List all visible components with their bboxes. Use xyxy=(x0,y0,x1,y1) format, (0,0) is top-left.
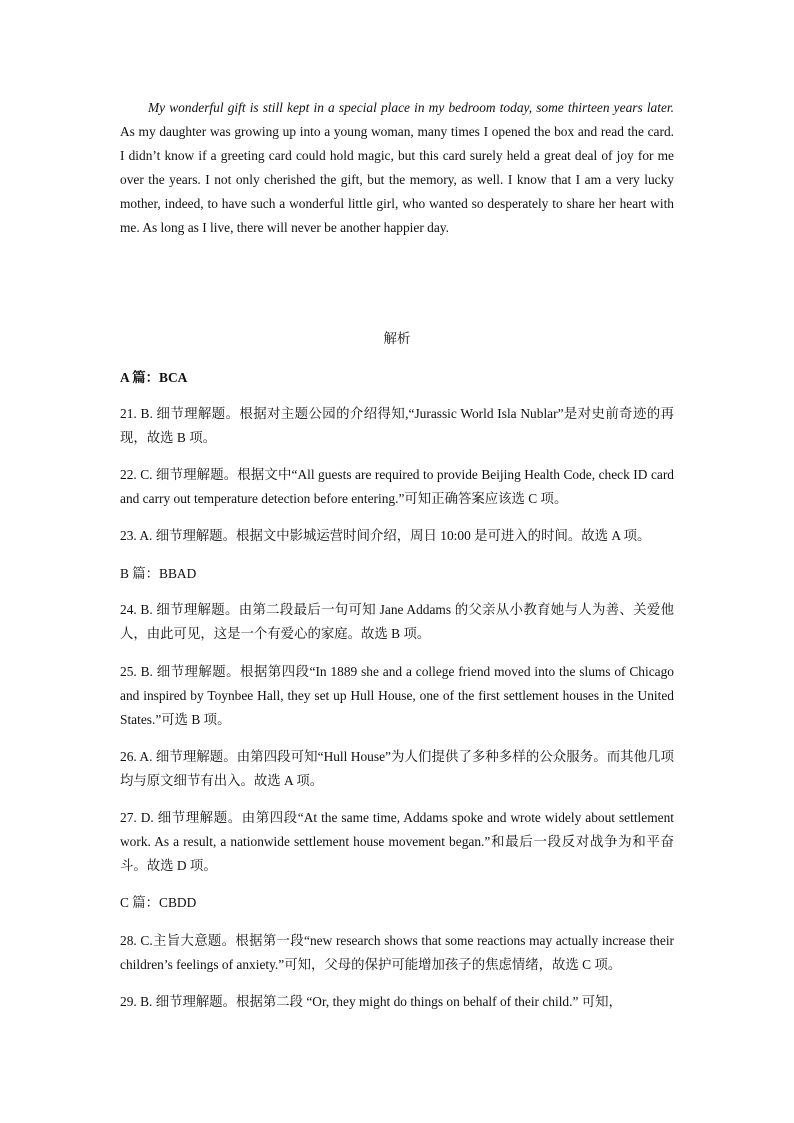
answer-26: 26. A. 细节理解题。由第四段可知“Hull House”为人们提供了多种多样的公众服务。而其他几项均与原文细节有出入。故选 A 项。 xyxy=(120,749,674,788)
section-a-answers: A 篇：BCA xyxy=(120,370,188,385)
intro-italic-sentence: My wonderful gift is still kept in a special place in my bedroom today, some thirteen years later. xyxy=(148,100,674,115)
answer-22: 22. C. 细节理解题。根据文中“All guests are required to provide Beijing Health Code, check ID card and carry out temperature detection before entering.”可知正确答案应该选 C 项。 xyxy=(120,467,674,506)
answer-27: 27. D. 细节理解题。由第四段“At the same time, Addams spoke and wrote widely about settlement work. As a result, a nationwide settlement house movement began.”和最后一段反对战争为和平奋斗。故选 D 项。 xyxy=(120,810,674,873)
answer-28: 28. C.主旨大意题。根据第一段“new research shows that some reactions may actually increase their children’s feelings of anxiety.”可知，父母的保护可能增加孩子的焦虑情绪，故选 C 项。 xyxy=(120,933,674,972)
section-b-answers: B 篇：BBAD xyxy=(120,566,197,581)
intro-paragraph xyxy=(120,96,674,240)
answer-25: 25. B. 细节理解题。根据第四段“In 1889 she and a college friend moved into the slums of Chicago and inspired by Toynbee Hall, they set up Hull House, one of the first settlement houses in the United States.”可选 B 项。 xyxy=(120,664,674,727)
answer-21: 21. B. 细节理解题。根据对主题公园的介绍得知,“Jurassic World Isla Nublar”是对史前奇迹的再现，故选 B 项。 xyxy=(120,406,674,445)
section-c-answers: C 篇：CBDD xyxy=(120,895,197,910)
answer-23: 23. A. 细节理解题。根据文中影城运营时间介绍，周日 10:00 是可进入的时间。故选 A 项。 xyxy=(120,528,651,543)
intro-rest-text: As my daughter was growing up into a young woman, many times I opened the box and read the card. I didn’t know if a greeting card could hold magic, but this card surely held a great deal of joy for me over the years. I not only cherished the gift, but the memory, as well. I know that I am a very lucky mother, indeed, to have such a wonderful little girl, who wanted so desperately to share her heart with me. As long as I live, there will never be another happier day. xyxy=(120,124,674,235)
answer-24: 24. B. 细节理解题。由第二段最后一句可知 Jane Addams 的父亲从小教育她与人为善、关爱他人，由此可见，这是一个有爱心的家庭。故选 B 项。 xyxy=(120,602,674,641)
analysis-heading: 解析 xyxy=(383,331,411,346)
answer-29: 29. B. 细节理解题。根据第二段 “Or, they might do things on behalf of their child.” 可知， xyxy=(120,994,622,1009)
